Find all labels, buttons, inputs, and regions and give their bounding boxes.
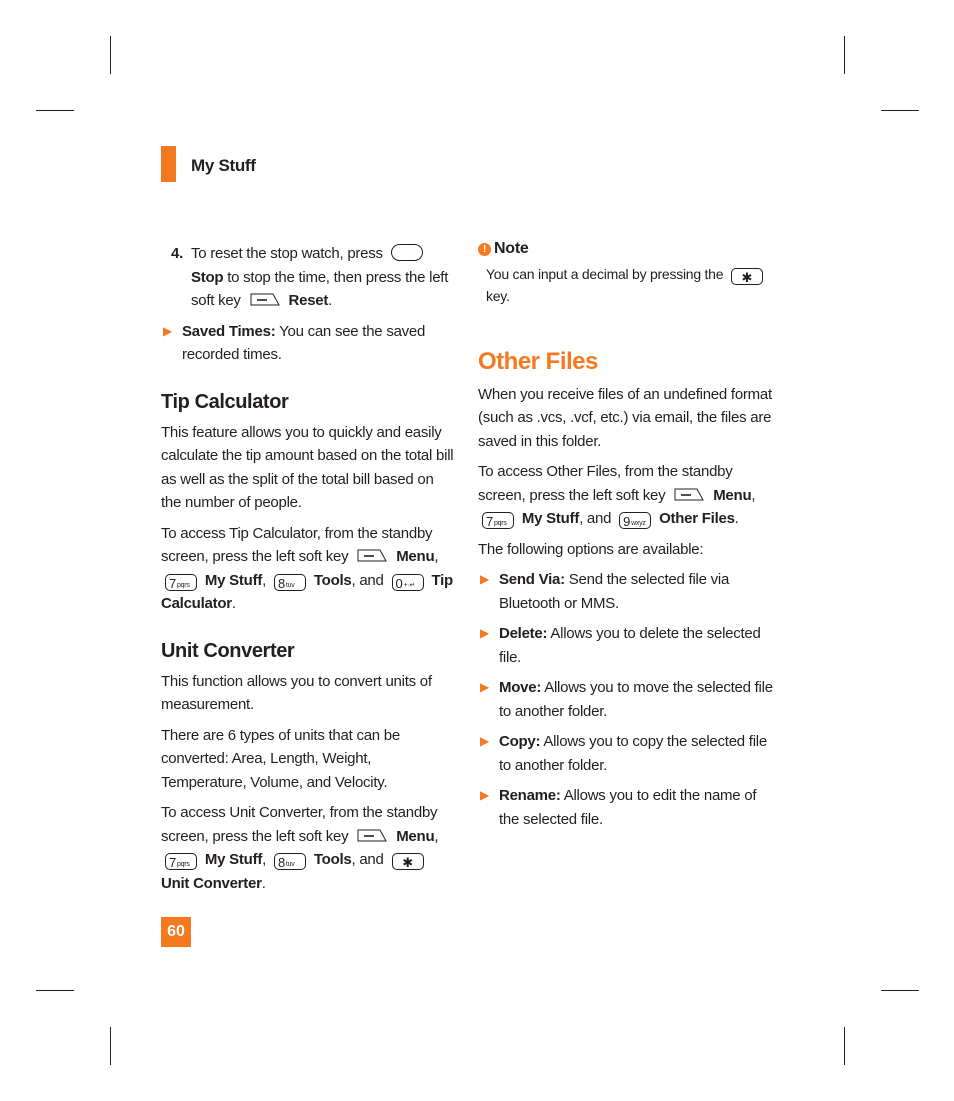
- key-7-icon: 7pqrs: [165, 574, 197, 591]
- crop-mark: [844, 36, 845, 74]
- key-7-icon: 7pqrs: [482, 512, 514, 529]
- bullet-arrow-icon: ▶: [480, 734, 489, 748]
- unit-converter-types: There are 6 types of units that can be converted: Area, Length, Weight, Temperature, Volume, and Velocity.: [161, 726, 400, 791]
- step-4: 4. To reset the stop watch, press Stop to stop the time, then press the left soft key Reset.: [161, 242, 457, 313]
- key-8-icon: 8tuv: [274, 574, 306, 591]
- bullet-arrow-icon: ▶: [480, 788, 489, 802]
- key-8-icon: 8tuv: [274, 853, 306, 870]
- bullet-arrow-icon: ▶: [163, 323, 172, 338]
- option-delete: ▶ Delete: Allows you to delete the selected file.: [478, 622, 774, 669]
- left-soft-key-icon: [356, 547, 388, 564]
- other-files-heading: Other Files: [478, 347, 598, 375]
- note-text: You can input a decimal by pressing the ✱ key.: [478, 263, 774, 307]
- left-soft-key-icon: [249, 291, 281, 308]
- option-move: ▶ Move: Allows you to move the selected file to another folder.: [478, 676, 774, 723]
- tip-calculator-description: This feature allows you to quickly and easily calculate the tip amount based on the total bill as well as the split of the total bill based on the number of people.: [161, 423, 454, 511]
- other-files-description: When you receive files of an undefined format (such as .vcs, .vcf, etc.) via email, the files are saved in this folder.: [478, 385, 772, 450]
- bullet-arrow-icon: ▶: [480, 680, 489, 694]
- section-title: My Stuff: [191, 156, 256, 175]
- star-key-icon: ✱: [392, 853, 424, 870]
- section-marker: [161, 146, 176, 182]
- left-column: [161, 242, 457, 895]
- crop-mark: [36, 990, 74, 991]
- crop-mark: [844, 1027, 845, 1065]
- left-soft-key-icon: [356, 827, 388, 844]
- option-rename: ▶ Rename: Allows you to edit the name of the selected file.: [478, 784, 774, 831]
- option-copy: ▶ Copy: Allows you to copy the selected file to another folder.: [478, 730, 774, 777]
- ok-key-icon: [391, 244, 423, 261]
- bullet-arrow-icon: ▶: [480, 626, 489, 640]
- page-number: 60: [161, 917, 191, 947]
- crop-mark: [36, 110, 74, 111]
- bullet-arrow-icon: ▶: [480, 572, 489, 586]
- option-send-via: ▶ Send Via: Send the selected file via Bluetooth or MMS.: [478, 568, 774, 615]
- star-key-icon: ✱: [731, 268, 763, 285]
- tip-calculator-heading: Tip Calculator: [161, 390, 289, 413]
- crop-mark: [110, 36, 111, 74]
- options-intro: The following options are available:: [478, 540, 704, 558]
- step-number: 4.: [171, 245, 184, 262]
- note-icon: !: [478, 243, 491, 256]
- key-0-icon: 0+·↵: [392, 574, 424, 591]
- crop-mark: [881, 110, 919, 111]
- unit-converter-description: This function allows you to convert units of measurement.: [161, 672, 432, 713]
- unit-converter-heading: Unit Converter: [161, 639, 295, 662]
- saved-times-item: ▶ Saved Times: You can see the saved recorded times.: [161, 320, 457, 367]
- left-soft-key-icon: [673, 486, 705, 503]
- crop-mark: [881, 990, 919, 991]
- crop-mark: [110, 1027, 111, 1065]
- note-heading: ! Note: [478, 237, 774, 261]
- right-column: [478, 237, 774, 831]
- tip-calculator-access: To access Tip Calculator, from the standby screen, press the left soft key Menu, 7pqrs My Stuff, 8tuv Tools, and 0+·↵ Tip Calculator.: [161, 524, 453, 612]
- unit-converter-access: To access Unit Converter, from the standby screen, press the left soft key Menu, 7pqrs My Stuff, 8tuv Tools, and ✱ Unit Converter.: [161, 804, 439, 892]
- other-files-access: To access Other Files, from the standby screen, press the left soft key Menu, 7pqrs My Stuff, and 9wxyz Other Files.: [478, 463, 756, 529]
- key-9-icon: 9wxyz: [619, 512, 651, 529]
- key-7-icon: 7pqrs: [165, 853, 197, 870]
